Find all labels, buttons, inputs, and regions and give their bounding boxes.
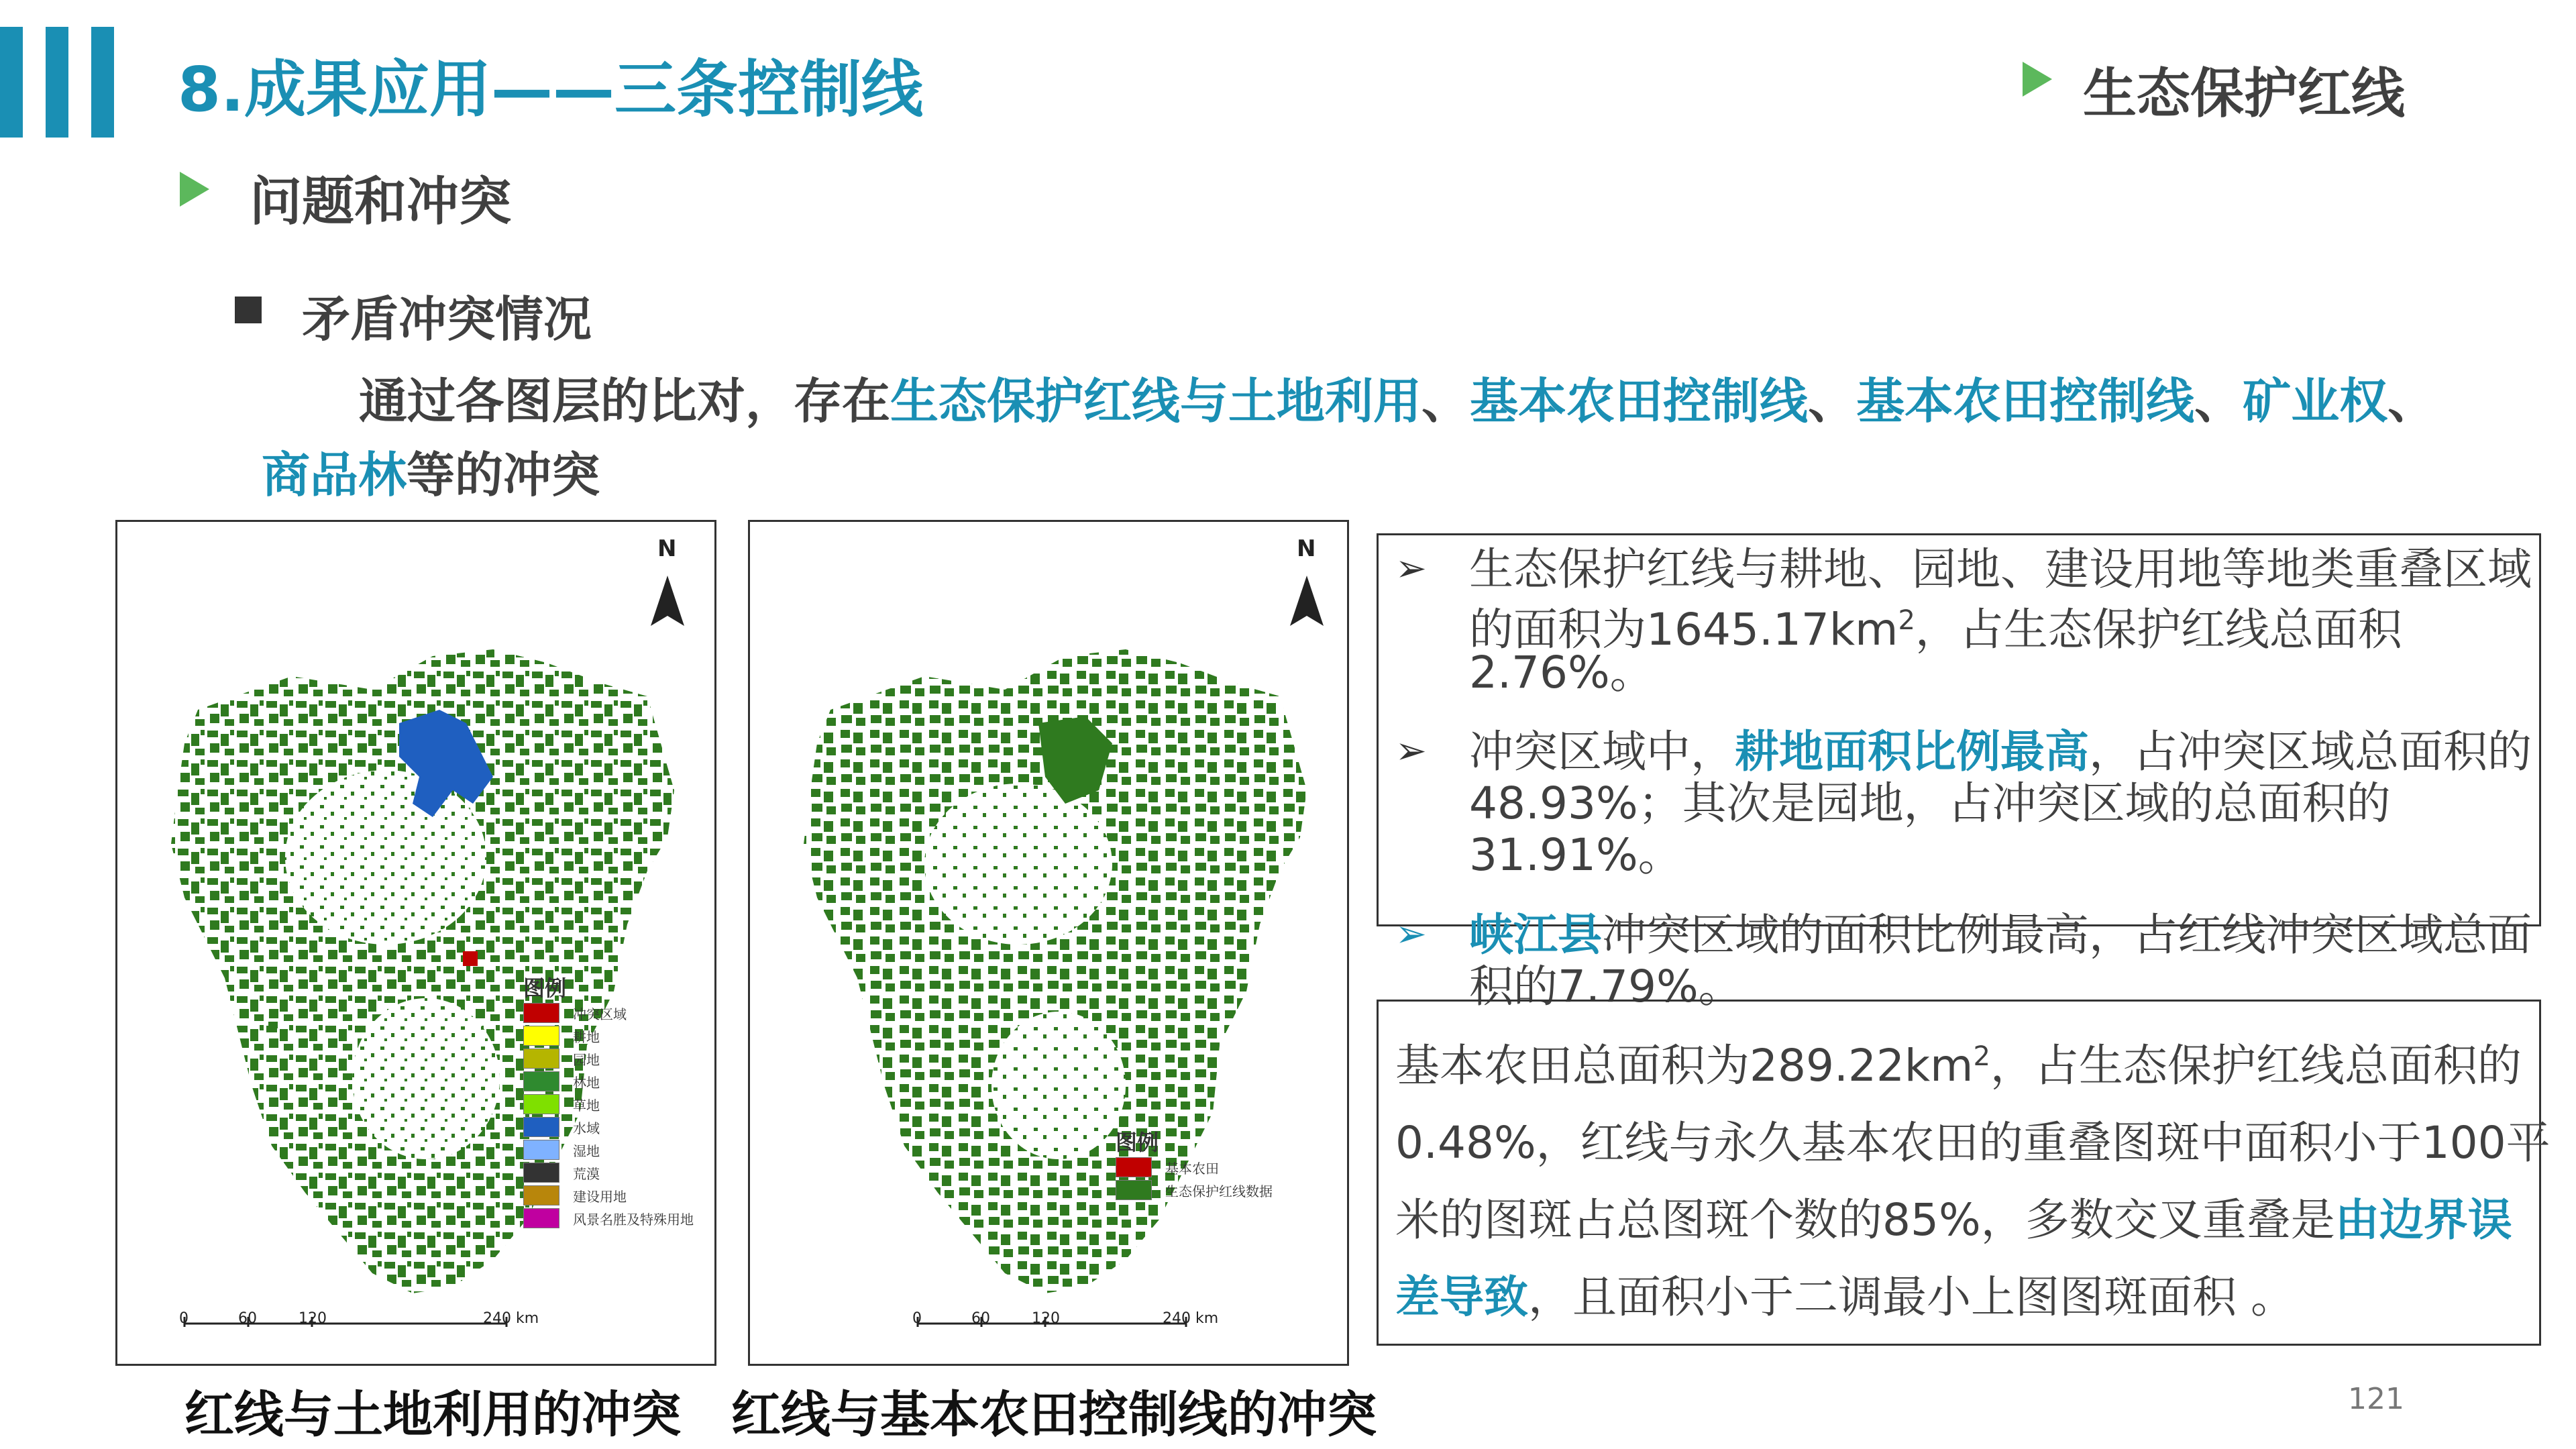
legend-swatch bbox=[1116, 1157, 1152, 1177]
legend-item bbox=[1116, 1156, 1273, 1179]
legend-item bbox=[523, 1093, 694, 1116]
farmland-highlight: 由边界误 bbox=[2334, 1194, 2512, 1246]
legend-swatch bbox=[523, 1003, 559, 1023]
bullet-3-highlight: 峡江县 bbox=[1469, 909, 1602, 961]
legend-label: 基本农田 bbox=[1165, 1160, 1219, 1177]
map-farmland-graphic bbox=[750, 522, 1347, 1364]
superscript: 2 bbox=[1898, 605, 1915, 636]
intro-sep: 、 bbox=[2194, 373, 2243, 429]
subheading-triangle-icon bbox=[180, 172, 209, 207]
legend-label: 荒漠 bbox=[573, 1165, 600, 1182]
legend-label: 耕地 bbox=[573, 1028, 600, 1045]
page-number: 121 bbox=[2348, 1382, 2404, 1416]
intro-sep: 、 bbox=[1808, 373, 1857, 429]
farmland-text: 米的图斑占总图斑个数的85%，多数交叉重叠是 bbox=[1395, 1194, 2335, 1246]
scale-label: 0 bbox=[912, 1310, 922, 1327]
bullet-3-line-1 bbox=[1469, 909, 2532, 961]
scale-label: 240 km bbox=[1163, 1310, 1219, 1327]
legend-item bbox=[523, 1047, 694, 1070]
intro-highlight-4: 矿业权 bbox=[2243, 373, 2388, 429]
content-heading: 矛盾冲突情况 bbox=[302, 291, 592, 347]
legend-item bbox=[523, 1184, 694, 1207]
intro-line-2 bbox=[262, 436, 600, 506]
bullet-3-line-2: 积的7.79%。 bbox=[1469, 961, 1743, 1012]
farmland-text: ，且面积小于二调最小上图图斑面积 。 bbox=[1528, 1271, 2295, 1323]
legend-label: 草地 bbox=[573, 1097, 600, 1114]
arrow-bullet-icon: ➢ bbox=[1395, 729, 1427, 773]
legend-swatch bbox=[523, 1026, 559, 1046]
legend-label: 园地 bbox=[573, 1051, 600, 1068]
legend-swatch bbox=[523, 1071, 559, 1091]
legend-label: 建设用地 bbox=[573, 1188, 627, 1205]
legend-item bbox=[523, 1002, 694, 1024]
legend-swatch bbox=[523, 1208, 559, 1228]
legend-title: 图例 bbox=[523, 975, 567, 1001]
bullet-2-line-3: 31.91%。 bbox=[1469, 829, 1682, 881]
legend-item bbox=[523, 1070, 694, 1093]
legend-label: 生态保护红线数据 bbox=[1165, 1183, 1273, 1199]
intro-text: 通过各图层的比对，存在 bbox=[359, 373, 891, 429]
page-title: 8.成果应用——三条控制线 bbox=[178, 54, 923, 125]
square-bullet-icon bbox=[235, 297, 262, 323]
north-label: N bbox=[657, 535, 677, 562]
intro-text-end: 等的冲突 bbox=[407, 447, 600, 503]
legend-swatch bbox=[523, 1163, 559, 1183]
arrow-bullet-icon: ➢ bbox=[1395, 547, 1427, 590]
map1-legend bbox=[523, 1002, 694, 1230]
legend-item bbox=[523, 1116, 694, 1138]
scale-label: 240 km bbox=[483, 1310, 539, 1327]
intro-sep: 、 bbox=[2387, 373, 2436, 429]
bullet-1-text: 的面积为1645.17km bbox=[1469, 604, 1898, 655]
legend-label: 冲突区域 bbox=[573, 1006, 627, 1022]
bullet-2-line-2: 48.93%；其次是园地，占冲突区域的总面积的 bbox=[1469, 777, 2391, 829]
legend-swatch bbox=[523, 1049, 559, 1069]
map2-caption: 红线与基本农田控制线的冲突 bbox=[731, 1386, 1377, 1444]
farmland-line-2: 0.48%，红线与永久基本农田的重叠图斑中面积小于100平 bbox=[1395, 1117, 2551, 1169]
section-triangle-icon bbox=[2023, 62, 2052, 97]
bullet-1-text: ，占生态保护红线总面积 bbox=[1915, 604, 2402, 655]
legend-swatch bbox=[1116, 1180, 1152, 1200]
farmland-line-3 bbox=[1395, 1184, 2512, 1248]
bullet-3-text: 冲突区域的面积比例最高，占红线冲突区域总面 bbox=[1602, 909, 2532, 961]
farmland-line-1 bbox=[1395, 1030, 2522, 1093]
bullet-1-line-3: 2.76%。 bbox=[1469, 647, 1654, 698]
intro-highlight-1: 生态保护红线与土地利用 bbox=[890, 373, 1422, 429]
superscript: 2 bbox=[1973, 1041, 1990, 1072]
legend-title: 图例 bbox=[1116, 1130, 1159, 1155]
legend-swatch bbox=[523, 1140, 559, 1160]
intro-highlight-2: 基本农田控制线 bbox=[1470, 373, 1809, 429]
legend-label: 湿地 bbox=[573, 1142, 600, 1159]
map-landuse-graphic bbox=[117, 522, 714, 1364]
arrow-bullet-icon: ➢ bbox=[1395, 912, 1427, 956]
legend-item bbox=[523, 1207, 694, 1230]
bullet-2-highlight: 耕地面积比例最高 bbox=[1735, 726, 2089, 777]
legend-item bbox=[523, 1138, 694, 1161]
scale-label: 120 bbox=[1032, 1310, 1060, 1327]
legend-label: 林地 bbox=[573, 1074, 600, 1091]
legend-swatch bbox=[523, 1094, 559, 1114]
scale-label: 120 bbox=[299, 1310, 327, 1327]
farmland-text: 基本农田总面积为289.22km bbox=[1395, 1040, 1974, 1091]
bullet-2-text: ，占冲突区域总面积的 bbox=[2089, 726, 2532, 777]
legend-label: 风景名胜及特殊用地 bbox=[573, 1211, 694, 1228]
intro-sep: 、 bbox=[1421, 373, 1470, 429]
north-label: N bbox=[1297, 535, 1316, 562]
legend-item bbox=[523, 1161, 694, 1184]
legend-swatch bbox=[523, 1117, 559, 1137]
map-landuse-conflict bbox=[115, 520, 716, 1366]
intro-line-1 bbox=[359, 362, 2436, 432]
scale-label: 0 bbox=[179, 1310, 189, 1327]
legend-swatch bbox=[523, 1185, 559, 1205]
bullet-2-line-1 bbox=[1469, 726, 2532, 777]
legend-item bbox=[1116, 1179, 1273, 1201]
bullet-2-text: 冲突区域中， bbox=[1469, 726, 1735, 777]
farmland-highlight: 差导致 bbox=[1395, 1271, 1528, 1323]
subheading: 问题和冲突 bbox=[250, 172, 512, 232]
farmland-text: ，占生态保护红线总面积的 bbox=[1990, 1040, 2522, 1091]
map2-legend bbox=[1116, 1156, 1273, 1201]
map-farmland-conflict bbox=[748, 520, 1349, 1366]
intro-highlight-5: 商品林 bbox=[262, 447, 407, 503]
bullet-1-line-1: 生态保护红线与耕地、园地、建设用地等地类重叠区域 bbox=[1469, 543, 2532, 595]
farmland-line-4 bbox=[1395, 1261, 2295, 1325]
legend-item bbox=[523, 1024, 694, 1047]
map1-caption: 红线与土地利用的冲突 bbox=[184, 1386, 681, 1444]
scale-label: 60 bbox=[971, 1310, 990, 1327]
section-label: 生态保护红线 bbox=[2083, 62, 2405, 125]
intro-highlight-3: 基本农田控制线 bbox=[1856, 373, 2195, 429]
title-decoration-bars bbox=[0, 27, 121, 138]
legend-label: 水域 bbox=[573, 1120, 600, 1136]
scale-label: 60 bbox=[238, 1310, 257, 1327]
